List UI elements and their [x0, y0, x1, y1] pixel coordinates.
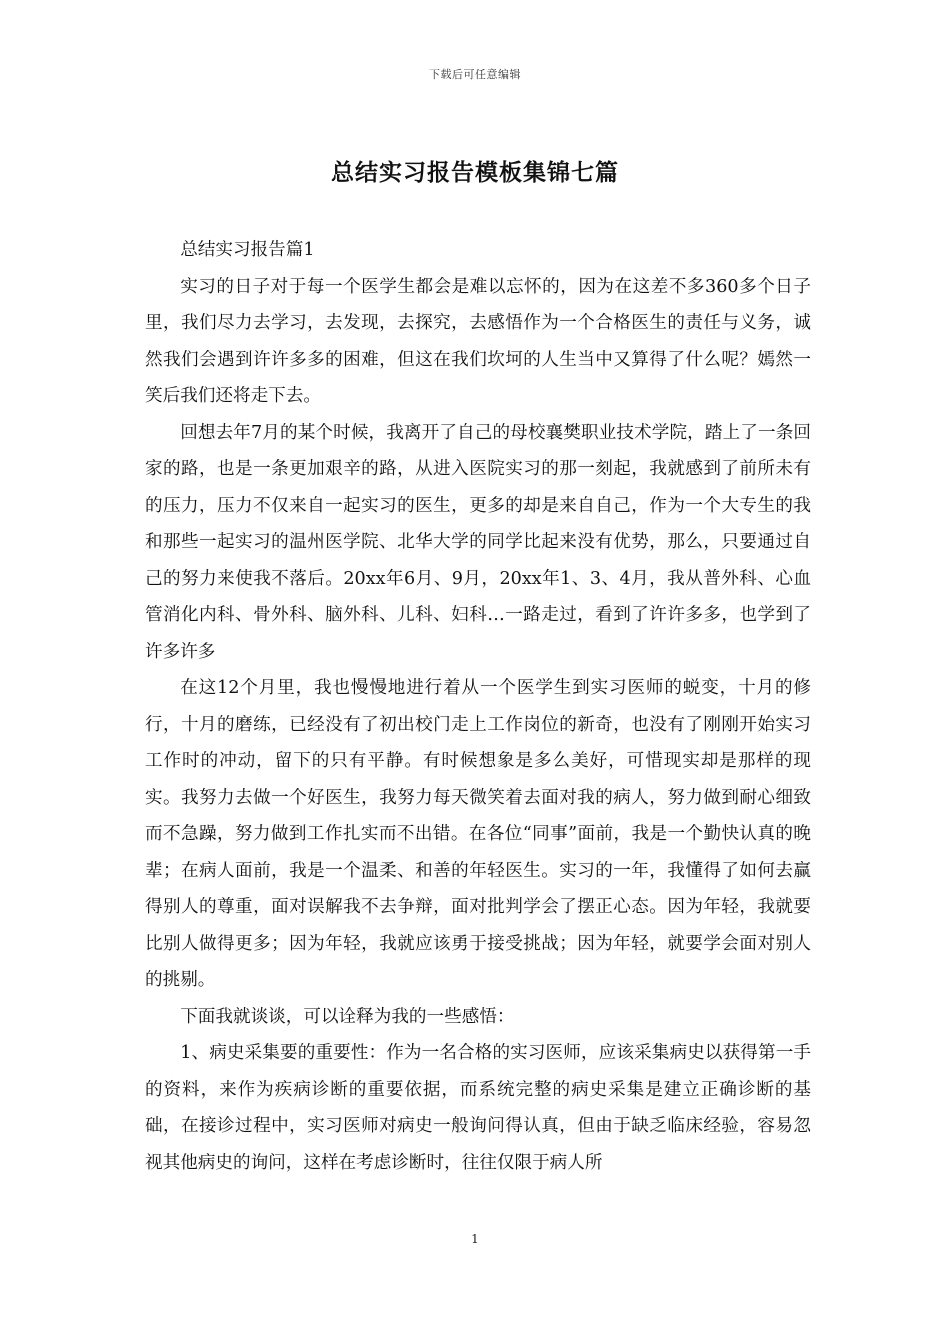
document-title: 总结实习报告模板集锦七篇 [331, 159, 619, 186]
body-paragraph: 在这12个月里，我也慢慢地进行着从一个医学生到实习医师的蜕变，十月的修行，十月的磨练，已经没有了初出校门走上工作岗位的新奇，也没有了刚刚开始实习工作时的冲动，留下的只有平静。有时候想象是多么美好，可惜现实却是那样的现实。我努力去做一个好医生，我努力每天微笑着去面对我的病人，努力做到耐心细致而不急躁，努力做到工作扎实而不出错。在各位“同事”面前，我是一个勤快认真的晚辈；在病人面前，我是一个温柔、和善的年轻医生。实习的一年，我懂得了如何去赢得别人的尊重，面对误解我不去争辩，面对批判学会了摆正心态。因为年轻，我就要比别人做得更多；因为年轻，我就应该勇于接受挑战；因为年轻，就要学会面对别人的挑剔。 [145, 678, 811, 990]
body-paragraph: 回想去年7月的某个时候，我离开了自己的母校襄樊职业技术学院，踏上了一条回家的路，也是一条更加艰辛的路，从进入医院实习的那一刻起，我就感到了前所未有的压力，压力不仅来自一起实习的医生，更多的却是来自自己，作为一个大专生的我和那些一起实习的温州医学院、北华大学的同学比起来没有优势，那么，只要通过自己的努力来使我不落后。20xx年6月、9月，20xx年1、3、4月，我从普外科、心血管消化内科、骨外科、脑外科、儿科、妇科…一路走过，看到了许许多多，也学到了许多许多 [145, 422, 811, 662]
body-paragraph: 1、病史采集要的重要性：作为一名合格的实习医师，应该采集病史以获得第一手的资料，来作为疾病诊断的重要依据，而系统完整的病史采集是建立正确诊断的基础，在接诊过程中，实习医师对病史一般询问得认真，但由于缺乏临床经验，容易忽视其他病史的询问，这样在考虑诊断时，往往仅限于病人所 [145, 1043, 811, 1173]
page-header-note: 下载后可任意编辑 [429, 68, 521, 81]
page-number: 1 [471, 1232, 479, 1246]
document-body [145, 232, 811, 1181]
body-paragraph: 下面我就谈谈，可以诠释为我的一些感悟： [180, 1006, 515, 1027]
section-heading: 总结实习报告篇1 [180, 240, 315, 260]
body-paragraph: 实习的日子对于每一个医学生都会是难以忘怀的，因为在这差不多360多个日子里，我们尽力去学习，去发现，去探究，去感悟作为一个合格医生的责任与义务，诚然我们会遇到许许多多的困难，但这在我们坎坷的人生当中又算得了什么呢？嫣然一笑后我们还将走下去。 [145, 276, 811, 406]
